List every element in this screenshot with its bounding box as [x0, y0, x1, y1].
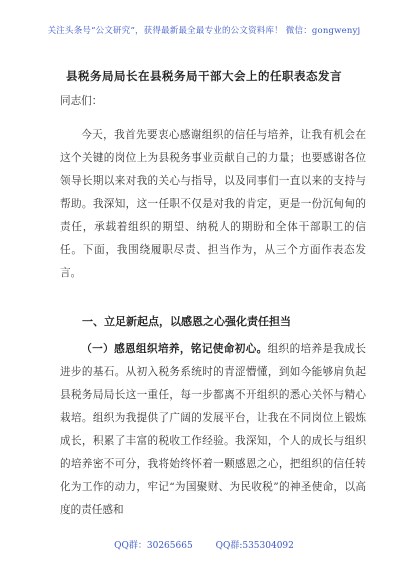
- page-footer: [0, 538, 408, 551]
- footer-qq-group-1: QQ群：30265665: [114, 541, 193, 551]
- subsection-body: 组织的培养是我成长进步的基石。从初入税务系统时的青涩懵懂，到如今能够肩负起县税务局局长这一重任，每一步都离不开组织的悉心关怀与精心栽培。组织为我提供了广阔的发展平台，让我在不同岗位上锻炼成长，积累了丰富的税收工作经验。我深知，个人的成长与组织的培养密不可分，我将始终怀着一颗感恩之心，把组织的信任转化为工作的动力，牢记“为国聚财、为民收税”的神圣使命，以高度的责任感和: [60, 343, 366, 516]
- salutation: 同志们：: [60, 95, 103, 107]
- footer-qq-group-2: QQ群:535304092: [215, 541, 294, 551]
- document-title: 县税务局局长在县税务局干部大会上的任职表态发言: [66, 69, 342, 83]
- header-banner: 关注头条号“公文研究”，获得最新最全最专业的公文资料库！ 微信：gongwenyj: [47, 26, 361, 36]
- subsection-lead: （一）感恩组织培养，铭记使命初心。: [81, 343, 268, 355]
- paragraph-intro: 今天，我首先要衷心感谢组织的信任与培养，让我有机会在这个关键的岗位上为县税务事业贡献自己的力量；也要感谢各位领导长期以来对我的关心与指导，以及同事们一直以来的支持与帮助。我深知，这一任职不仅是对我的肯定，更是一份沉甸甸的责任，承载着组织的期望、纳税人的期盼和全体干部职工的信任。下面，我围绕履职尽责、担当作为，从三个方面作表态发言。: [60, 129, 366, 279]
- section-heading-1: 一、立足新起点，以感恩之心强化责任担当: [82, 315, 291, 328]
- paragraph-section-1-1: [60, 338, 366, 522]
